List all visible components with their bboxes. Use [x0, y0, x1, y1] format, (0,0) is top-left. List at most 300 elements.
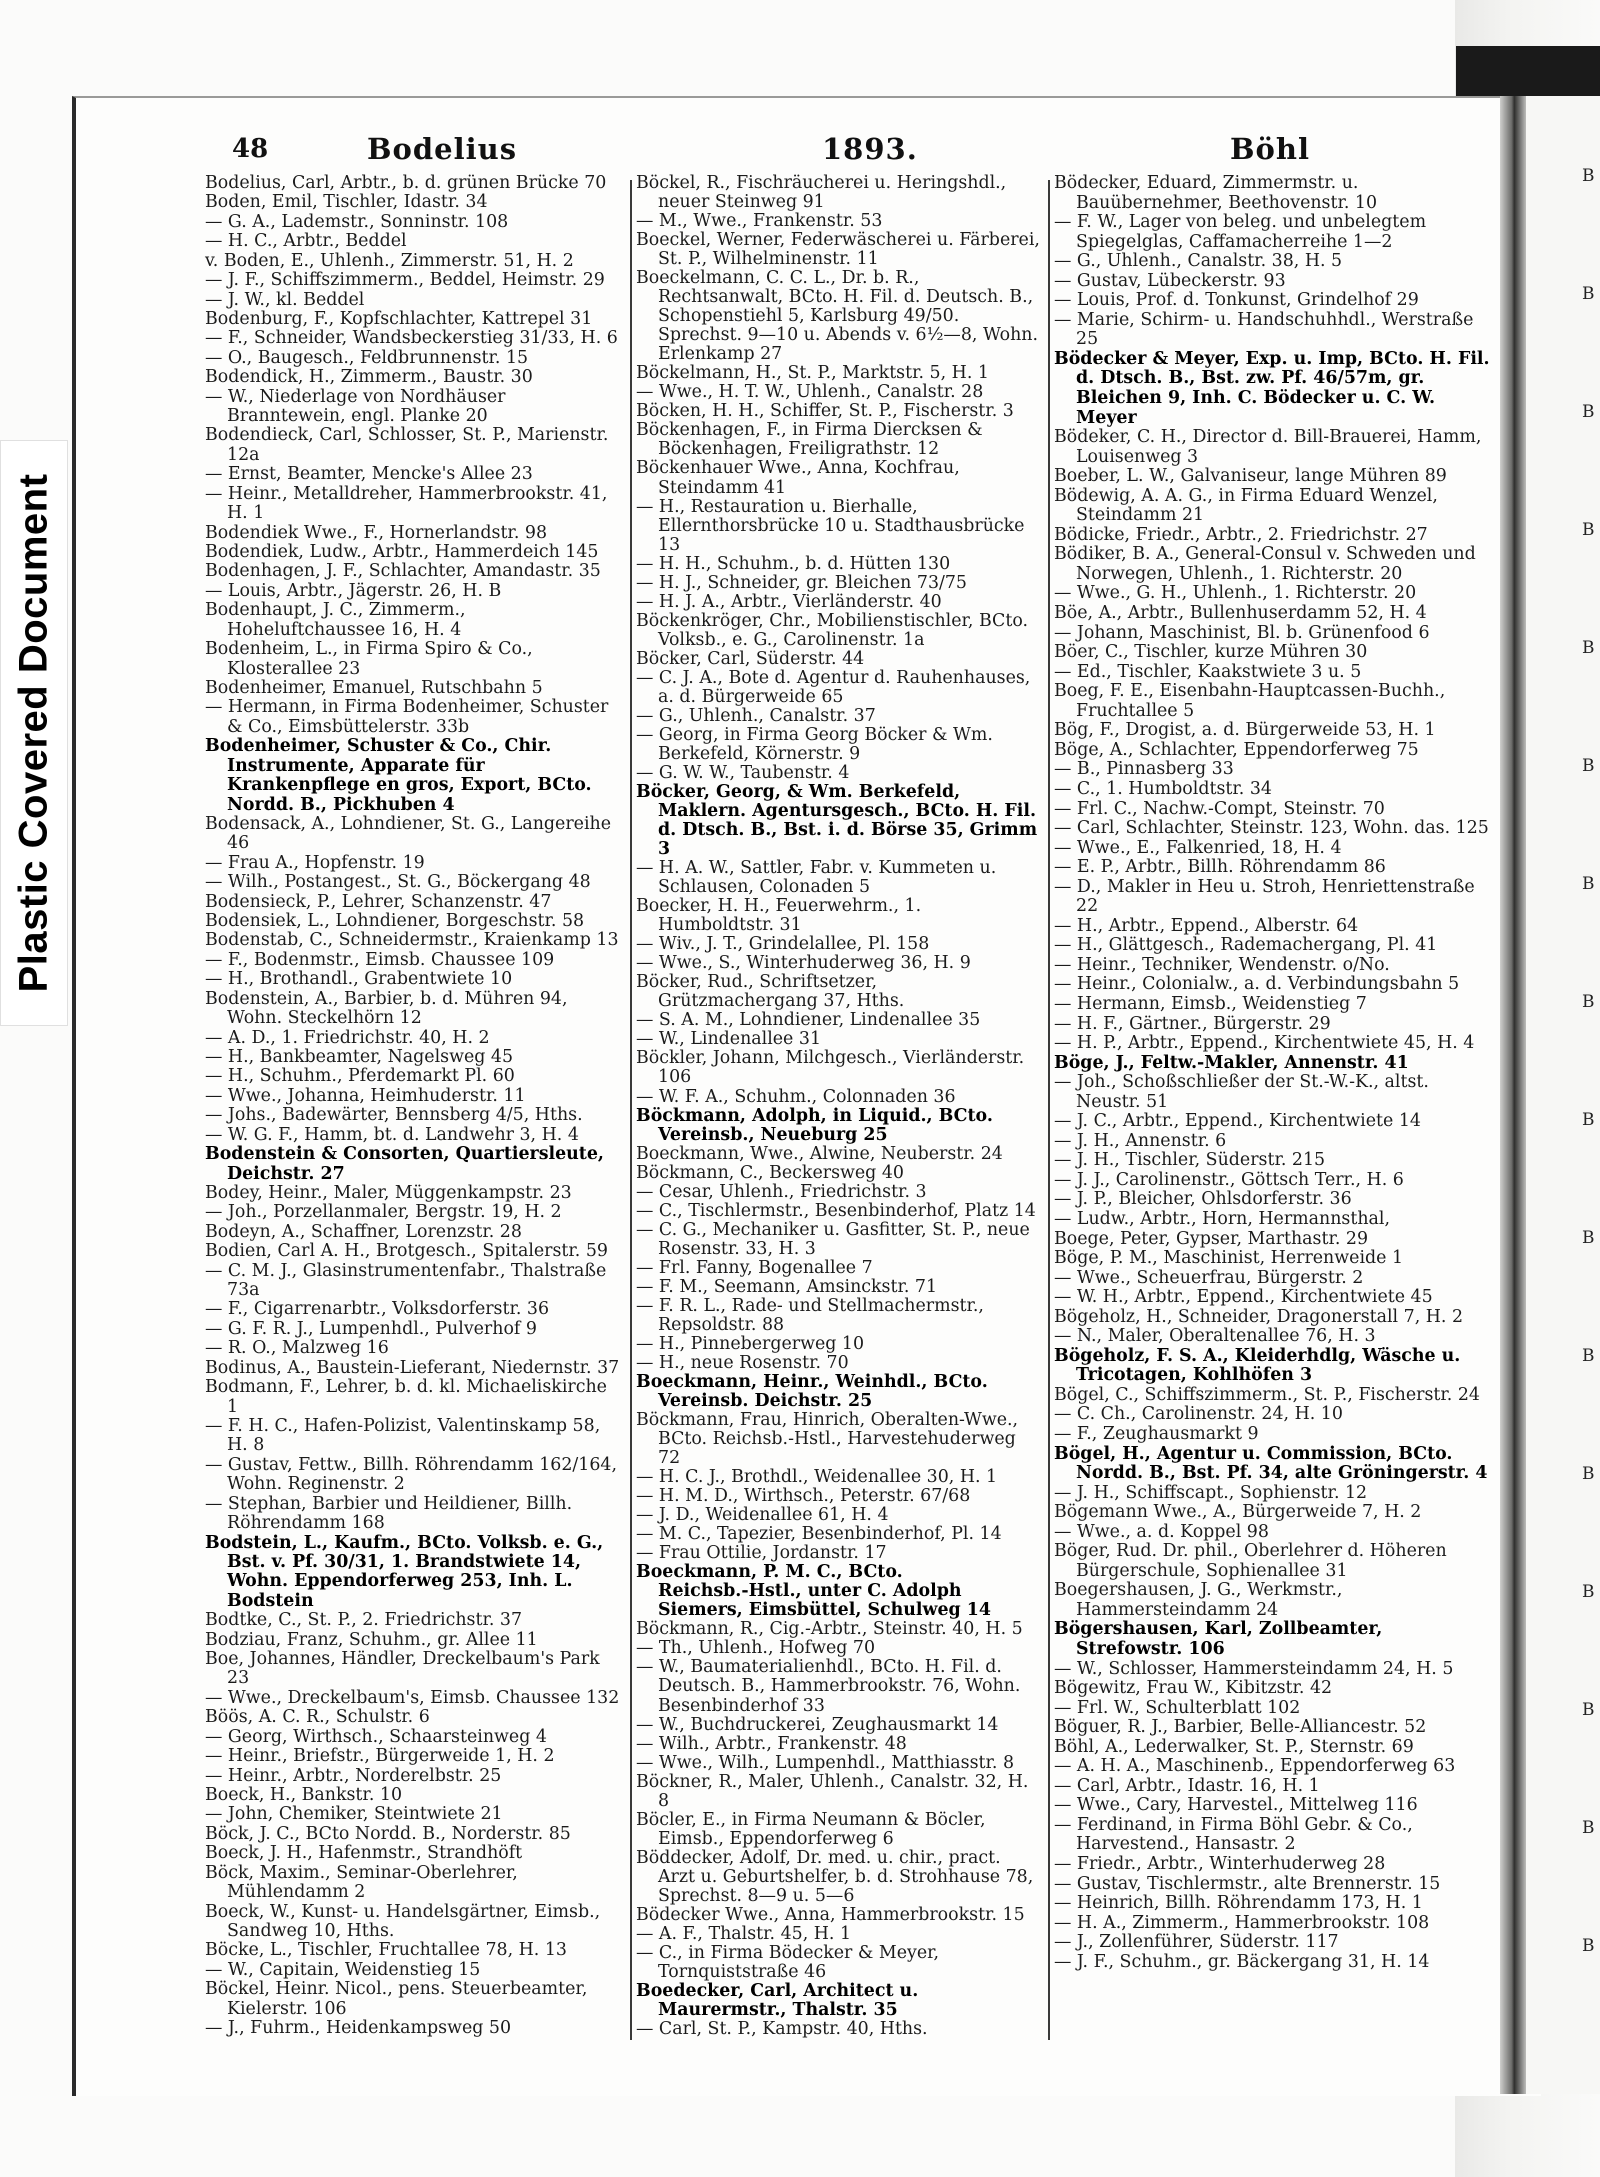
entry-line: Böckenhagen, F., in Firma Diercksen &	[636, 420, 983, 441]
entry-line: — W. G. F., Hamm, bt. d. Landwehr 3, H. 4	[205, 1124, 579, 1145]
entry-line: Volksb., e. G., Carolinenstr. 1a	[658, 629, 925, 650]
entry-line: — C. M. J., Glasinstrumentenfabr., Thalstraße	[205, 1260, 607, 1281]
entry-line: — H. C., Arbtr., Beddel	[205, 231, 407, 252]
entry-line: — Wwe., Johanna, Heimhuderstr. 11	[205, 1085, 526, 1106]
entry-line: Maurermstr., Thalstr. 35	[658, 2000, 898, 2020]
entry-line: 8	[658, 1790, 670, 1811]
entry-line: 46	[227, 833, 250, 854]
entry-line: Boeckel, Werner, Federwäscherei u. Färberei,	[636, 230, 1040, 251]
entry-line: Bodenheim, L., in Firma Spiro & Co.,	[205, 639, 533, 660]
entry-line: Böcker, Carl, Süderstr. 44	[636, 648, 865, 669]
entry-line: Bodendieck, Carl, Schlosser, St. P., Marienstr.	[205, 425, 609, 446]
entry-line: — F., Bodenmstr., Eimsb. Chaussee 109	[205, 949, 555, 970]
entry-line: Bodendick, H., Zimmerm., Baustr. 30	[205, 367, 533, 388]
entry-line: Bodziau, Franz, Schuhm., gr. Allee 11	[205, 1629, 538, 1650]
entry-line: — Wwe., Scheuerfrau, Bürgerstr. 2	[1054, 1267, 1364, 1288]
right-running-head: Böhl	[1230, 132, 1310, 166]
entry-line: Röhrendamm 168	[227, 1513, 385, 1534]
entry-line: Hoheluftchaussee 16, H. 4	[227, 619, 462, 640]
entry-line: Böös, A. C. R., Schulstr. 6	[205, 1707, 430, 1728]
entry-line: Bodendiek Wwe., F., Hornerlandstr. 98	[205, 522, 548, 543]
entry-line: Bodenstein, A., Barbier, b. d. Mühren 94,	[205, 988, 568, 1009]
entry-line: — H., neue Rosenstr. 70	[636, 1352, 849, 1373]
entry-line: Bödecker, Eduard, Zimmermstr. u.	[1054, 173, 1359, 193]
entry-line: Bodtke, C., St. P., 2. Friedrichstr. 37	[205, 1610, 523, 1631]
entry-line: H. 1	[227, 503, 265, 524]
entry-line: — Wwe., G. H., Uhlenh., 1. Richterstr. 20	[1054, 583, 1417, 604]
entry-line: — W., Schlosser, Hammersteindamm 24, H. 5	[1054, 1658, 1454, 1679]
entry-line: — S. A. M., Lohndiener, Lindenallee 35	[636, 1010, 981, 1031]
entry-line: Deutsch. B., Hammerbrookstr. 76, Wohn.	[658, 1676, 1021, 1697]
entry-line: Erlenkamp 27	[658, 344, 783, 365]
next-page-fragment: B	[1582, 284, 1595, 304]
next-page-fragment: B	[1582, 166, 1595, 186]
entry-line: Bodmann, F., Lehrer, b. d. kl. Michaeliskirche	[205, 1377, 607, 1398]
entry-line: — C. J. A., Bote d. Agentur d. Rauhenhauses,	[636, 667, 1031, 688]
entry-line: Steindamm 21	[1076, 505, 1205, 526]
entry-line: Branntewein, engl. Planke 20	[227, 406, 488, 427]
entry-line: — Th., Uhlenh., Hofweg 70	[636, 1638, 876, 1659]
entry-line: — Stephan, Barbier und Heildiener, Billh.	[205, 1493, 573, 1514]
entry-line: Bödecker Wwe., Anna, Hammerbrookstr. 15	[636, 1904, 1025, 1925]
entry-line: Sprechst. 9—10 u. Abends v. 6½—8, Wohn.	[658, 325, 1039, 346]
entry-line: Böger, Rud. Dr. phil., Oberlehrer d. Höheren	[1054, 1541, 1447, 1562]
entry-line: Böge, A., Schlachter, Eppendorferweg 75	[1054, 739, 1419, 760]
entry-line: — F., Zeughausmarkt 9	[1054, 1424, 1259, 1444]
directory-column-3	[1054, 174, 1494, 1972]
entry-line: — H. A., Zimmerm., Hammerbrookstr. 108	[1054, 1912, 1430, 1933]
entry-line: — Friedr., Arbtr., Winterhuderweg 28	[1054, 1854, 1386, 1875]
entry-line: — Louis, Arbtr., Jägerstr. 26, H. B	[205, 580, 502, 601]
entry-line: — Heinr., Metalldreher, Hammerbrookstr. 41,	[205, 483, 608, 504]
entry-line: Bodenburg, F., Kopfschlachter, Kattrepel 31	[205, 308, 593, 329]
entry-line: Wohn. Reginenstr. 2	[227, 1474, 405, 1495]
entry-line: Repsoldstr. 88	[658, 1314, 785, 1335]
book-gutter	[1500, 96, 1526, 2094]
entry-line: Nordd. B., Bst. Pf. 34, alte Gröningerstr. 4	[1076, 1463, 1488, 1484]
entry-line: Böckmann, Frau, Hinrich, Oberalten-Wwe.,	[636, 1410, 1019, 1431]
next-page-fragment: B	[1582, 1228, 1595, 1248]
entry-line: — Heinrich, Billh. Röhrendamm 173, H. 1	[1054, 1893, 1423, 1914]
entry-line: Eimsb., Eppendorferweg 6	[658, 1828, 894, 1849]
entry-line: Schopenstiehl 5, Karlsburg 49/50.	[658, 306, 960, 327]
entry-line: — Wilh., Arbtr., Frankenstr. 48	[636, 1733, 907, 1754]
entry-line: Böckmann, R., Cig.-Arbtr., Steinstr. 40, H. 5	[636, 1619, 1023, 1640]
entry-line: Boeg, F. E., Eisenbahn-Hauptcassen-Buchh.,	[1054, 681, 1446, 702]
entry-line: Bödecker & Meyer, Exp. u. Imp, BCto. H. Fil.	[1054, 348, 1490, 369]
entry-line: Böckel, R., Fischräucherei u. Heringshdl.,	[636, 173, 1007, 193]
next-page-fragment: B	[1582, 1818, 1595, 1838]
entry-line: — Louis, Prof. d. Tonkunst, Grindelhof 29	[1054, 290, 1419, 311]
entry-line: Sandweg 10, Hths.	[227, 1920, 395, 1941]
entry-line: — Hermann, Eimsb., Weidenstieg 7	[1054, 993, 1367, 1014]
entry-line: Boeckelmann, C. C. L., Dr. b. R.,	[636, 268, 920, 289]
column-rule-2	[1048, 180, 1050, 2040]
entry-line: — Wiv., J. T., Grindelallee, Pl. 158	[636, 934, 930, 955]
entry-line: Louisenweg 3	[1076, 446, 1199, 467]
next-page-fragment: B	[1582, 874, 1595, 894]
entry-line: Siemers, Eimsbüttel, Schulweg 14	[658, 1600, 991, 1621]
entry-line: — H., Brothandl., Grabentwiete 10	[205, 969, 513, 990]
entry-line: Bögel, C., Schiffszimmerm., St. P., Fischerstr. 24	[1054, 1384, 1480, 1405]
entry-line: — H. J., Schneider, gr. Bleichen 73/75	[636, 572, 967, 593]
entry-line: Hammersteindamm 24	[1076, 1599, 1279, 1620]
entry-line: Böcker, Georg, & Wm. Berkefeld,	[636, 782, 961, 802]
entry-line: — G. W. W., Taubenstr. 4	[636, 762, 850, 783]
column-rule-1	[630, 180, 632, 2040]
entry-line: — G. A., Lademstr., Sonninstr. 108	[205, 211, 509, 232]
entry-line: — N., Maler, Oberaltenallee 76, H. 3	[1054, 1326, 1376, 1347]
entry-line: Deichstr. 27	[227, 1163, 345, 1184]
entry-line: Norwegen, Uhlenh., 1. Richterstr. 20	[1076, 563, 1403, 584]
entry-line: — Marie, Schirm- u. Handschuhhdl., Werstraße	[1054, 309, 1474, 330]
next-page-fragment: B	[1582, 1464, 1595, 1484]
entry-line: Boeber, L. W., Galvaniseur, lange Mühren 89	[1054, 466, 1447, 487]
entry-line: v. Boden, E., Uhlenh., Zimmerstr. 51, H. 2	[205, 250, 574, 271]
entry-line: — H., Restauration u. Bierhalle,	[636, 496, 918, 517]
entry-line: Böguer, R. J., Barbier, Belle-Alliancestr. 52	[1054, 1717, 1427, 1738]
entry-line: 22	[1076, 896, 1099, 917]
entry-line: Boden, Emil, Tischler, Idastr. 34	[205, 192, 488, 213]
entry-line: Bauübernehmer, Beethovenstr. 10	[1076, 192, 1378, 213]
entry-line: Bodenheimer, Schuster & Co., Chir.	[205, 736, 552, 757]
entry-line: Böckel, Heinr. Nicol., pens. Steuerbeamter,	[205, 1979, 588, 2000]
entry-line: 23	[227, 1668, 250, 1689]
entry-line: 25	[1076, 329, 1099, 350]
entry-line: — W., Lindenallee 31	[636, 1029, 822, 1050]
entry-line: Böckner, R., Maler, Uhlenh., Canalstr. 32, H.	[636, 1771, 1029, 1792]
entry-line: — H. C. J., Brothdl., Weidenallee 30, H. 1	[636, 1467, 998, 1488]
entry-line: — A. D., 1. Friedrichstr. 40, H. 2	[205, 1027, 490, 1048]
entry-line: Ellernthorsbrücke 10 u. Stadthausbrücke	[658, 515, 1025, 536]
entry-line: neuer Steinweg 91	[658, 192, 825, 213]
entry-line: Bödewig, A. A. G., in Firma Eduard Wenzel,	[1054, 485, 1438, 506]
entry-line: Bögewitz, Frau W., Kibitzstr. 42	[1054, 1678, 1333, 1699]
entry-line: Böcker, Rud., Schriftsetzer,	[636, 972, 878, 993]
entry-line: — J. D., Weidenallee 61, H. 4	[636, 1505, 889, 1526]
entry-line: Bödiker, B. A., General-Consul v. Schweden und	[1054, 544, 1476, 565]
entry-line: Boecker, H. H., Feuerwehrm., 1.	[636, 896, 922, 917]
entry-line: — W., Buchdruckerei, Zeughausmarkt 14	[636, 1714, 999, 1735]
entry-line: Nordd. B., Pickhuben 4	[227, 794, 455, 815]
plastic-covered-label	[0, 440, 68, 1026]
entry-line: — J. H., Tischler, Süderstr. 215	[1054, 1150, 1326, 1171]
entry-line: d. Dtsch. B., Bst. zw. Pf. 46/57m, gr.	[1076, 368, 1425, 389]
entry-line: Bögeholz, H., Schneider, Dragonerstall 7, H. 2	[1054, 1306, 1464, 1327]
entry-line: Steindamm 41	[658, 477, 787, 498]
entry-line: Böhl, A., Lederwalker, St. P., Sternstr. 69	[1054, 1736, 1414, 1757]
entry-line: — H. J. A., Arbtr., Vierländerstr. 40	[636, 591, 942, 612]
entry-line: — J., Zollenführer, Süderstr. 117	[1054, 1932, 1339, 1953]
entry-line: Reichsb.-Hstl., unter C. Adolph	[658, 1581, 962, 1602]
entry-line: Bodendiek, Ludw., Arbtr., Hammerdeich 145	[205, 542, 599, 563]
entry-line: — Heinr., Briefstr., Bürgerweide 1, H. 2	[205, 1746, 555, 1767]
entry-line: Bodey, Heinr., Maler, Müggenkampstr. 23	[205, 1182, 572, 1203]
entry-line: Böcler, E., in Firma Neumann & Böcler,	[636, 1809, 986, 1830]
entry-line: — F. R. L., Rade- und Stellmachermstr.,	[636, 1295, 984, 1316]
entry-line: — Wwe., Cary, Harvestel., Mittelweg 116	[1054, 1795, 1418, 1816]
entry-line: Bodelius, Carl, Arbtr., b. d. grünen Brücke 70	[205, 173, 607, 193]
next-page-fragment: B	[1582, 756, 1595, 776]
entry-line: 3	[658, 839, 671, 860]
entry-line: Humboldtstr. 31	[658, 915, 802, 936]
entry-line: — A. H. A., Maschinenb., Eppendorferweg 63	[1054, 1756, 1456, 1777]
entry-line: — John, Chemiker, Steintwiete 21	[205, 1804, 503, 1825]
entry-line: Schlausen, Colonaden 5	[658, 877, 871, 898]
plastic-label-text: Plastic Covered Document	[11, 473, 56, 993]
entry-line: Kielerstr. 106	[227, 1998, 347, 2019]
entry-line: — H., Bankbeamter, Nagelsweg 45	[205, 1046, 514, 1067]
entry-line: Rosenstr. 33, H. 3	[658, 1238, 816, 1259]
entry-line: — Wwe., E., Falkenried, 18, H. 4	[1054, 837, 1342, 858]
entry-line: — J. P., Bleicher, Ohlsdorferstr. 36	[1054, 1189, 1352, 1210]
next-page-fragment: B	[1582, 1936, 1595, 1956]
entry-line: — W., Niederlage von Nordhäuser	[205, 386, 506, 407]
entry-line: 106	[658, 1067, 692, 1088]
next-page-fragment: B	[1582, 1346, 1595, 1366]
entry-line: Fruchtallee 5	[1076, 700, 1195, 721]
entry-line: — Cesar, Uhlenh., Friedrichstr. 3	[636, 1181, 927, 1202]
entry-line: Strefowstr. 106	[1076, 1639, 1225, 1660]
entry-line: — Wwe., Wilh., Lumpenhdl., Matthiasstr. 8	[636, 1752, 1015, 1773]
entry-line: — G., Uhlenh., Canalstr. 38, H. 5	[1054, 251, 1343, 272]
entry-line: Arzt u. Geburtshelfer, b. d. Strohhause 78,	[658, 1866, 1034, 1887]
entry-line: — C. G., Mechaniker u. Gasfitter, St. P., neue	[636, 1219, 1030, 1240]
entry-line: St. P., Wilhelminenstr. 11	[658, 249, 879, 270]
entry-line: — Wwe., a. d. Koppel 98	[1054, 1521, 1269, 1542]
entry-line: — H., Arbtr., Eppend., Alberstr. 64	[1054, 915, 1359, 936]
entry-line: Bödeker, C. H., Director d. Bill-Brauerei, Hamm,	[1054, 427, 1482, 448]
next-page-fragment: B	[1582, 520, 1595, 540]
entry-line: & Co., Eimsbüttelerstr. 33b	[227, 716, 470, 737]
entry-line: Bodensack, A., Lohndiener, St. G., Langereihe	[205, 813, 612, 834]
entry-line: Tricotagen, Kohlhöfen 3	[1076, 1365, 1313, 1386]
entry-line: Bodensieck, P., Lehrer, Schanzenstr. 47	[205, 891, 552, 912]
entry-line: — W. F. A., Schuhm., Colonnaden 36	[636, 1086, 956, 1107]
entry-line: Harvestend., Hansastr. 2	[1076, 1834, 1296, 1855]
entry-line: — F. M., Seemann, Amsinckstr. 71	[636, 1276, 938, 1297]
entry-line: — G., Uhlenh., Canalstr. 37	[636, 705, 876, 726]
entry-line: — H. H., Schuhm., b. d. Hütten 130	[636, 553, 951, 574]
entry-line: Bodensiek, L., Lohndiener, Borgeschstr. 58	[205, 911, 585, 932]
entry-line: — Frl. Fanny, Bogenallee 7	[636, 1257, 873, 1278]
entry-line: Boegershausen, J. G., Werkmstr.,	[1054, 1580, 1343, 1601]
entry-line: Klosterallee 23	[227, 658, 361, 679]
entry-line: Wohn. Eppendorferweg 253, Inh. L.	[227, 1571, 573, 1592]
entry-line: Bodenstab, C., Schneidermstr., Kraienkamp 13	[205, 930, 619, 951]
entry-line: — C., in Firma Bödecker & Meyer,	[636, 1942, 940, 1963]
entry-line: Mühlendamm 2	[227, 1882, 366, 1903]
entry-line: Vereinsb. Deichstr. 25	[658, 1391, 873, 1411]
entry-line: — D., Makler in Heu u. Stroh, Henriettenstraße	[1054, 876, 1475, 897]
entry-line: Böer, C., Tischler, kurze Mühren 30	[1054, 642, 1368, 663]
entry-line: Böckmann, Adolph, in Liquid., BCto.	[636, 1105, 993, 1126]
entry-line: — Wwe., Dreckelbaum's, Eimsb. Chaussee 132	[205, 1687, 620, 1708]
entry-line: Böck, J. C., BCto Nordd. B., Norderstr. 85	[205, 1823, 571, 1844]
entry-line: — H., Glättgesch., Rademachergang, Pl. 41	[1054, 935, 1438, 956]
entry-line: Bögel, H., Agentur u. Commission, BCto.	[1054, 1443, 1453, 1464]
entry-line: Boedecker, Carl, Architect u.	[636, 1980, 919, 2001]
next-page-edge	[1526, 96, 1600, 2094]
entry-line: — W., Baumaterialienhdl., BCto. H. Fil. d.	[636, 1657, 1002, 1678]
directory-column-2	[636, 174, 1042, 2039]
entry-line: Bodien, Carl A. H., Brotgesch., Spitalerstr. 59	[205, 1241, 608, 1262]
entry-line: — H. A. W., Sattler, Fabr. v. Kummeten u.	[636, 858, 997, 879]
entry-line: Bögershausen, Karl, Zollbeamter,	[1054, 1619, 1383, 1640]
entry-line: — J. H., Schiffscapt., Sophienstr. 12	[1054, 1482, 1368, 1503]
entry-line: 13	[658, 534, 681, 555]
entry-line: Bodstein, L., Kaufm., BCto. Volksb. e. G.,	[205, 1532, 604, 1553]
entry-line: Bst. v. Pf. 30/31, 1. Brandstwiete 14,	[227, 1551, 582, 1572]
entry-line: Bürgerschule, Sophienallee 31	[1076, 1560, 1348, 1581]
entry-line: Boeck, H., Bankstr. 10	[205, 1785, 403, 1806]
entry-line: — J., Fuhrm., Heidenkampsweg 50	[205, 2018, 512, 2039]
entry-line: — C., 1. Humboldtstr. 34	[1054, 778, 1272, 799]
entry-line: Böckenkröger, Chr., Mobilienstischler, BCto.	[636, 610, 1029, 631]
next-page-fragment: B	[1582, 1700, 1595, 1720]
entry-line: — Carl, Arbtr., Idastr. 16, H. 1	[1054, 1775, 1320, 1796]
entry-line: Bodeyn, A., Schaffner, Lorenzstr. 28	[205, 1221, 522, 1242]
entry-line: — J. J., Carolinenstr., Göttsch Terr., H. 6	[1054, 1169, 1404, 1190]
entry-line: Bodenstein & Consorten, Quartiersleute,	[205, 1144, 604, 1165]
entry-line: Wohn. Steckelhörn 12	[227, 1008, 422, 1029]
entry-line: — Frl. C., Nachw.-Compt, Steinstr. 70	[1054, 798, 1385, 819]
entry-line: — H. P., Arbtr., Eppend., Kirchentwiete 45, H. 4	[1054, 1033, 1475, 1054]
entry-line: — Carl, Schlachter, Steinstr. 123, Wohn. das. 125	[1054, 818, 1489, 839]
entry-line: — Johann, Maschinist, Bl. b. Grünenfood 6	[1054, 622, 1430, 643]
entry-line: Boeckmann, P. M. C., BCto.	[636, 1562, 903, 1583]
entry-line: — W., Capitain, Weidenstieg 15	[205, 1959, 481, 1980]
entry-line: — M., Wwe., Frankenstr. 53	[636, 211, 883, 232]
entry-line: — H., Pinnebergerweg 10	[636, 1333, 865, 1354]
entry-line: — Heinr., Arbtr., Norderelbstr. 25	[205, 1765, 502, 1786]
entry-line: — Ludw., Arbtr., Horn, Hermannsthal,	[1054, 1208, 1390, 1229]
entry-line: — A. F., Thalstr. 45, H. 1	[636, 1923, 852, 1944]
entry-line: Bodenhagen, J. F., Schlachter, Amandastr. 35	[205, 561, 601, 582]
entry-line: Boeck, J. H., Hafenmstr., Strandhöft	[205, 1843, 523, 1864]
entry-line: Vereinsb., Neueburg 25	[658, 1124, 888, 1145]
entry-line: Bödicke, Friedr., Arbtr., 2. Friedrichstr. 27	[1054, 524, 1428, 545]
entry-line: — F. H. C., Hafen-Polizist, Valentinskamp 58,	[205, 1416, 601, 1436]
entry-line: Boeckmann, Wwe., Alwine, Neuberstr. 24	[636, 1143, 1003, 1164]
entry-line: Krankenpflege en gros, Export, BCto.	[227, 775, 592, 796]
entry-line: — Joh., Schoßschließer der St.-W.-K., altst.	[1054, 1072, 1429, 1093]
entry-line: — Ferdinand, in Firma Böhl Gebr. & Co.,	[1054, 1814, 1413, 1835]
entry-line: — Wwe., S., Winterhuderweg 36, H. 9	[636, 953, 971, 974]
entry-line: Bögeholz, F. S. A., Kleiderhdlg, Wäsche u.	[1054, 1345, 1461, 1366]
entry-line: Böckmann, C., Beckersweg 40	[636, 1162, 904, 1183]
entry-line: — Ernst, Beamter, Mencke's Allee 23	[205, 464, 533, 485]
year-heading: 1893.	[822, 132, 918, 166]
entry-line: — J. F., Schuhm., gr. Bäckergang 31, H. 14	[1054, 1951, 1430, 1972]
next-page-fragment: B	[1582, 1110, 1595, 1130]
entry-line: — Heinr., Techniker, Wendenstr. o/No.	[1054, 954, 1390, 975]
entry-line: 73a	[227, 1280, 260, 1301]
entry-line: — G. F. R. J., Lumpenhdl., Pulverhof 9	[205, 1318, 537, 1339]
entry-line: Rechtsanwalt, BCto. H. Fil. d. Deutsch. B.,	[658, 287, 1034, 308]
entry-line: — Gustav, Tischlermstr., alte Brennerstr. 15	[1054, 1873, 1441, 1894]
entry-line: Böckler, Johann, Milchgesch., Vierländerstr.	[636, 1048, 1025, 1069]
entry-line: — O., Baugesch., Feldbrunnenstr. 15	[205, 347, 529, 368]
entry-line: Besenbinderhof 33	[658, 1695, 825, 1716]
entry-line: Böge, P. M., Maschinist, Herrenweide 1	[1054, 1248, 1404, 1269]
entry-line: Bodstein	[227, 1590, 314, 1611]
entry-line: Boege, Peter, Gypser, Marthastr. 29	[1054, 1228, 1369, 1249]
entry-line: — F., Cigarrenarbtr., Volksdorferstr. 36	[205, 1299, 550, 1320]
entry-line: Spiegelglas, Caffamacherreihe 1—2	[1076, 231, 1393, 252]
entry-line: — E. P., Arbtr., Billh. Röhrendamm 86	[1054, 857, 1386, 878]
entry-line: Böge, J., Feltw.-Makler, Annenstr. 41	[1054, 1052, 1409, 1073]
entry-line: — F., Schneider, Wandsbeckerstieg 31/33, H. 6	[205, 328, 618, 349]
entry-line: Böddecker, Adolf, Dr. med. u. chir., pract.	[636, 1847, 1001, 1868]
entry-line: — H. F., Gärtner., Bürgerstr. 29	[1054, 1013, 1331, 1034]
entry-line: — M. C., Tapezier, Besenbinderhof, Pl. 14	[636, 1524, 1002, 1545]
entry-line: — J. W., kl. Beddel	[205, 289, 365, 310]
next-page-fragment: B	[1582, 1582, 1595, 1602]
entry-line: — Heinr., Colonialw., a. d. Verbindungsbahn 5	[1054, 974, 1460, 995]
entry-line: — Georg, in Firma Georg Böcker & Wm.	[636, 724, 993, 745]
entry-line: — J. C., Arbtr., Eppend., Kirchentwiete 14	[1054, 1111, 1421, 1132]
entry-line: — Carl, St. P., Kampstr. 40, Hths.	[636, 2019, 928, 2040]
entry-line: — Frau Ottilie, Jordanstr. 17	[636, 1543, 887, 1564]
entry-line: Bleichen 9, Inh. C. Bödecker u. C. W.	[1076, 388, 1436, 409]
entry-line: d. Dtsch. B., Bst. i. d. Börse 35, Grimm	[658, 820, 1038, 841]
entry-line: — J. H., Annenstr. 6	[1054, 1130, 1227, 1151]
entry-line: — Frau A., Hopfenstr. 19	[205, 852, 425, 873]
entry-line: Boeck, W., Kunst- u. Handelsgärtner, Eimsb.,	[205, 1901, 601, 1922]
entry-line: Bodenheimer, Emanuel, Rutschbahn 5	[205, 677, 543, 698]
directory-column-1	[205, 174, 623, 2039]
entry-line: Sprechst. 8—9 u. 5—6	[658, 1885, 855, 1906]
entry-line: Böcken, H. H., Schiffer, St. P., Fischerstr. 3	[636, 401, 1014, 422]
entry-line: — H., Schuhm., Pferdemarkt Pl. 60	[205, 1066, 515, 1087]
entry-line: — Wilh., Postangest., St. G., Böckergang 48	[205, 872, 591, 893]
next-page-fragment: B	[1582, 638, 1595, 658]
entry-line: — C. Ch., Carolinenstr. 24, H. 10	[1054, 1404, 1343, 1425]
entry-line: Meyer	[1076, 407, 1137, 428]
entry-line: — F. W., Lager von beleg. und unbelegtem	[1054, 212, 1427, 233]
entry-line: Tornquiststraße 46	[658, 1961, 827, 1982]
next-page-fragment: B	[1582, 992, 1595, 1012]
entry-line: — H. M. D., Wirthsch., Peterstr. 67/68	[636, 1486, 971, 1507]
entry-line: Böckelmann, H., St. P., Marktstr. 5, H. 1	[636, 363, 989, 384]
entry-line: — B., Pinnasberg 33	[1054, 759, 1234, 780]
entry-line: — Wwe., H. T. W., Uhlenh., Canalstr. 28	[636, 382, 984, 403]
entry-line: Böcke, L., Tischler, Fruchtallee 78, H. 13	[205, 1940, 567, 1961]
entry-line: Maklern. Agentursgesch., BCto. H. Fil.	[658, 801, 1037, 822]
entry-line: — Gustav, Lübeckerstr. 93	[1054, 270, 1286, 291]
left-running-head: Bodelius	[367, 132, 518, 166]
entry-line: Boe, Johannes, Händler, Dreckelbaum's Park	[205, 1649, 600, 1670]
entry-line: 1	[227, 1396, 239, 1417]
entry-line: BCto. Reichsb.-Hstl., Harvestehuderweg	[658, 1429, 1016, 1450]
entry-line: Bodenhaupt, J. C., Zimmerm.,	[205, 600, 466, 621]
page-number: 48	[232, 134, 269, 164]
entry-line: 72	[658, 1448, 681, 1469]
entry-line: a. d. Bürgerweide 65	[658, 686, 844, 707]
entry-line: — C., Tischlermstr., Besenbinderhof, Platz 14	[636, 1200, 1036, 1221]
entry-line: — Joh., Porzellanmaler, Bergstr. 19, H. 2	[205, 1202, 562, 1223]
entry-line: — Hermann, in Firma Bodenheimer, Schuster	[205, 697, 609, 718]
entry-line: Neustr. 51	[1076, 1091, 1169, 1112]
entry-line: — W. H., Arbtr., Eppend., Kirchentwiete 45	[1054, 1287, 1433, 1308]
entry-line: Böck, Maxim., Seminar-Oberlehrer,	[205, 1862, 518, 1883]
entry-line: — Johs., Badewärter, Bennsberg 4/5, Hths.	[205, 1105, 583, 1126]
entry-line: Grützmachergang 37, Hths.	[658, 991, 905, 1012]
entry-line: — Gustav, Fettw., Billh. Röhrendamm 162/164,	[205, 1454, 617, 1475]
entry-line: H. 8	[227, 1435, 265, 1456]
entry-line: — R. O., Malzweg 16	[205, 1338, 389, 1359]
